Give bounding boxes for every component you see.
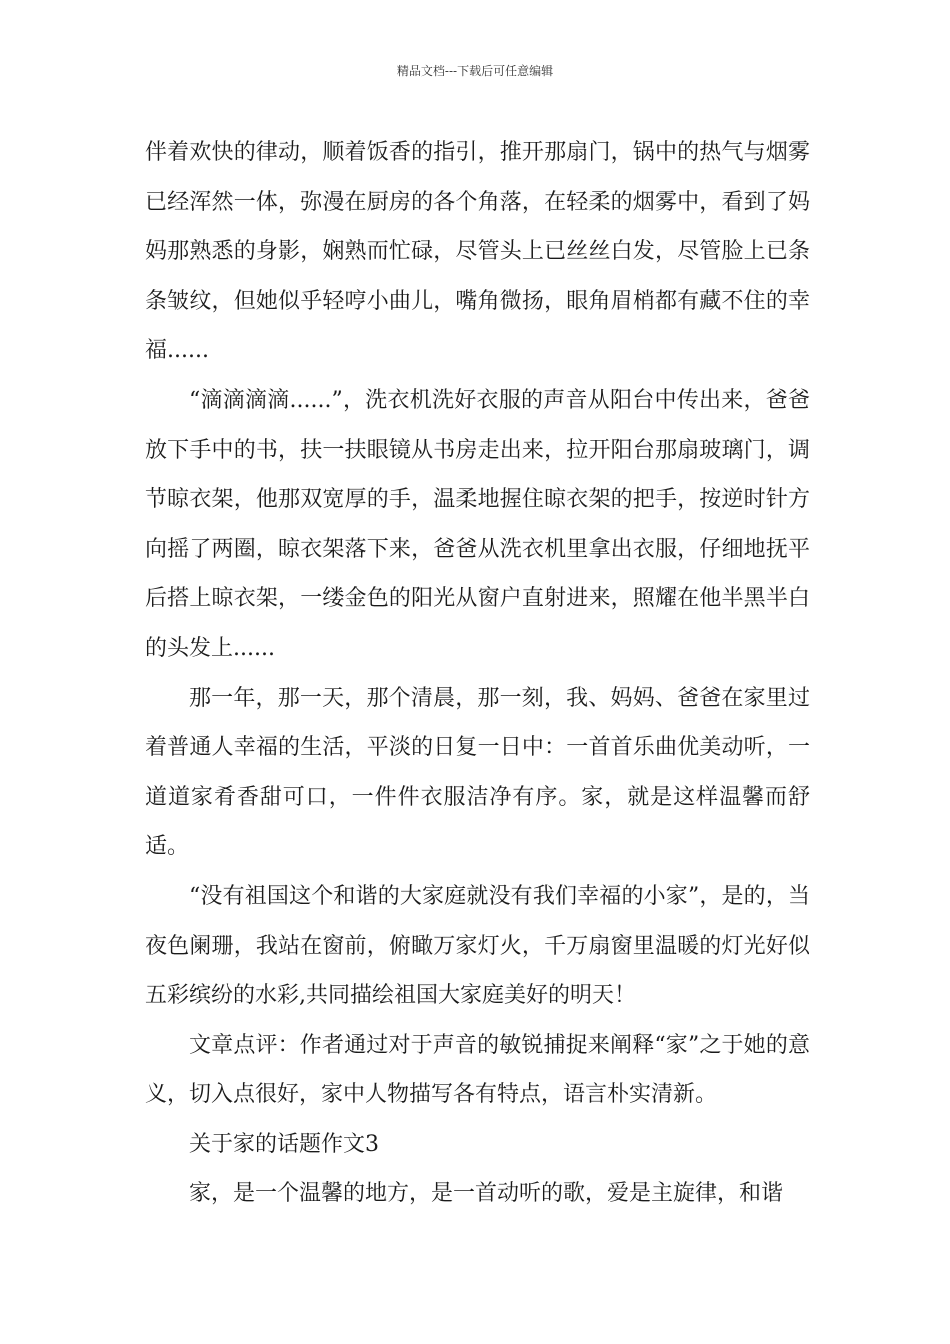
paragraph-essay-3-start: 家，是一个温馨的地方，是一首动听的歌，爱是主旋律，和谐 <box>189 1181 784 1207</box>
document-body <box>145 128 810 1219</box>
paragraph-washing-machine: “滴滴滴滴......”，洗衣机洗好衣服的声音从阳台中传出来，爸爸放下手中的书，扶一扶眼镜从书房走出来，拉开阳台那扇玻璃门，调节晾衣架，他那双宽厚的手，温柔地握住晾衣架的把手，按逆时针方向摇了两圈，晾衣架落下来，爸爸从洗衣机里拿出衣服，仔细地抚平后搭上晾衣架，一缕金色的阳光从窗户直射进来，照耀在他半黑半白的头发上...... <box>145 387 810 661</box>
paragraph-kitchen: 伴着欢快的律动，顺着饭香的指引，推开那扇门，锅中的热气与烟雾已经浑然一体，弥漫在厨房的各个角落，在轻柔的烟雾中，看到了妈妈那熟悉的身影，娴熟而忙碌，尽管头上已丝丝白发，尽管脸上已条条皱纹，但她似乎轻哼小曲儿，嘴角微扬，眼角眉梢都有藏不住的幸福...... <box>145 140 810 364</box>
paragraph-motherland: “没有祖国这个和谐的大家庭就没有我们幸福的小家”，是的，当夜色阑珊，我站在窗前，俯瞰万家灯火，千万扇窗里温暖的灯光好似五彩缤纷的水彩,共同描绘祖国大家庭美好的明天！ <box>145 883 810 1009</box>
section-heading: 关于家的话题作文3 <box>189 1131 379 1157</box>
paragraph-commentary: 文章点评：作者通过对于声音的敏锐捕捉来阐释“家”之于她的意义，切入点很好，家中人物描写各有特点，语言朴实清新。 <box>145 1032 810 1108</box>
page-header: 精品文档---下载后可任意编辑 <box>396 64 554 78</box>
paragraph-family-life: 那一年，那一天，那个清晨，那一刻，我、妈妈、爸爸在家里过着普通人幸福的生活，平淡的日复一日中：一首首乐曲优美动听，一道道家肴香甜可口，一件件衣服洁净有序。家，就是这样温馨而舒适。 <box>145 685 810 860</box>
